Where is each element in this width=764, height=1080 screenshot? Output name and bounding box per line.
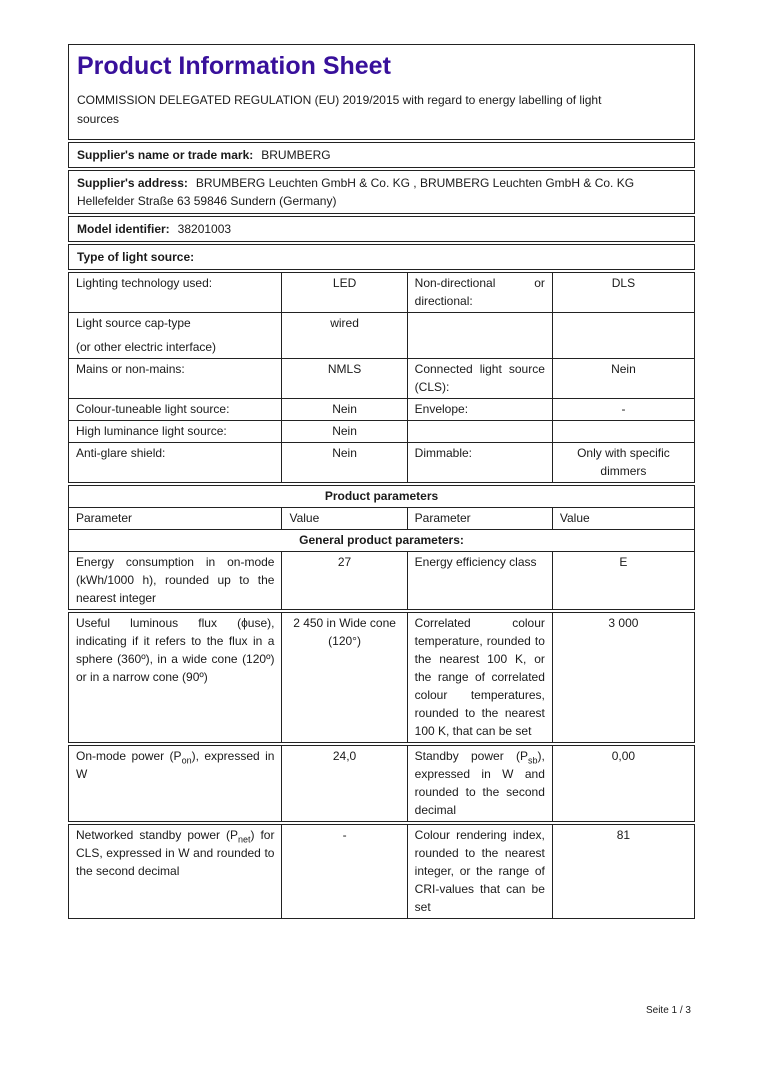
table-row bbox=[69, 443, 695, 483]
value-cell: Nein bbox=[282, 399, 407, 421]
value-cell: 24,0 bbox=[282, 746, 407, 822]
table-row bbox=[69, 313, 695, 359]
param-cell: High luminance light source: bbox=[69, 421, 282, 443]
section-header-row bbox=[69, 486, 695, 508]
subscript-sb: sb bbox=[528, 755, 538, 766]
footer-page-number: Seite 1 / 3 bbox=[645, 1005, 691, 1016]
table-row bbox=[69, 613, 695, 743]
supplier-address-value: BRUMBERG Leuchten GmbH & Co. KG , BRUMBERG Leuchten GmbH & Co. KG Hellefelder Straße 63 59846 Sundern (Germany) bbox=[77, 176, 635, 208]
param-cell bbox=[69, 825, 282, 919]
param-cell bbox=[69, 313, 282, 359]
subscript-on: on bbox=[181, 755, 192, 766]
supplier-name-row bbox=[68, 142, 695, 168]
param-text: Standby power (P bbox=[414, 749, 529, 763]
param-cell: Connected light source (CLS): bbox=[407, 359, 552, 399]
section-header: Product parameters bbox=[69, 486, 695, 508]
column-header: Value bbox=[282, 508, 407, 530]
table-row bbox=[69, 746, 695, 822]
param-cell: Dimmable: bbox=[407, 443, 552, 483]
type-of-light-source-row bbox=[68, 244, 695, 270]
param-cell bbox=[69, 746, 282, 822]
value-cell: LED bbox=[282, 273, 407, 313]
value-cell: 27 bbox=[282, 552, 407, 610]
table-row bbox=[69, 421, 695, 443]
param-cell: Envelope: bbox=[407, 399, 552, 421]
supplier-name-value: BRUMBERG bbox=[261, 148, 331, 162]
param-cell bbox=[407, 421, 552, 443]
table-row bbox=[69, 273, 695, 313]
product-parameters-row-table bbox=[68, 824, 695, 919]
param-text: ), expressed in W bbox=[76, 749, 275, 781]
column-header: Parameter bbox=[407, 508, 552, 530]
value-cell: NMLS bbox=[282, 359, 407, 399]
param-cell bbox=[407, 313, 552, 359]
type-of-light-source-label: Type of light source: bbox=[77, 250, 195, 264]
param-text: On-mode power (P bbox=[76, 749, 182, 763]
value-cell: Nein bbox=[552, 359, 694, 399]
value-cell: Only with specific dimmers bbox=[552, 443, 694, 483]
supplier-name-label: Supplier's name or trade mark: bbox=[77, 148, 254, 162]
value-cell: - bbox=[282, 825, 407, 919]
param-cell: Useful luminous flux (ϕuse), indicating if it refers to the flux in a sphere (360º), in a wide cone (120º) or in a narrow cone (90º) bbox=[69, 613, 282, 743]
cap-type-line1: Light source cap-type bbox=[76, 316, 191, 330]
column-header: Value bbox=[552, 508, 694, 530]
param-cell: Anti-glare shield: bbox=[69, 443, 282, 483]
param-text: ) for CLS, expressed in W and rounded to the second decimal bbox=[76, 828, 275, 878]
product-parameters-row-table bbox=[68, 612, 695, 743]
param-cell bbox=[407, 746, 552, 822]
value-cell: Nein bbox=[282, 421, 407, 443]
group-header: General product parameters: bbox=[69, 530, 695, 552]
table-row bbox=[69, 399, 695, 421]
param-cell: Energy consumption in on-mode (kWh/1000 h), rounded up to the nearest integer bbox=[69, 552, 282, 610]
product-parameters-table bbox=[68, 485, 695, 610]
value-cell: 81 bbox=[552, 825, 694, 919]
param-text: Networked standby power (P bbox=[76, 828, 238, 842]
value-cell: DLS bbox=[552, 273, 694, 313]
value-cell: 2 450 in Wide cone (120°) bbox=[282, 613, 407, 743]
type-table bbox=[68, 272, 695, 483]
product-parameters-row-table bbox=[68, 745, 695, 822]
param-text: ), expressed in W and rounded to the second decimal bbox=[414, 749, 545, 817]
value-cell: 0,00 bbox=[552, 746, 694, 822]
supplier-address-row bbox=[68, 170, 695, 214]
value-cell: - bbox=[552, 399, 694, 421]
model-identifier-row bbox=[68, 216, 695, 242]
table-row bbox=[69, 825, 695, 919]
value-cell: E bbox=[552, 552, 694, 610]
title-block bbox=[68, 44, 695, 140]
param-cell: Lighting technology used: bbox=[69, 273, 282, 313]
table-row bbox=[69, 552, 695, 610]
page-subtitle: COMMISSION DELEGATED REGULATION (EU) 2019/2015 with regard to energy labelling of light sources bbox=[77, 93, 602, 126]
param-cell: Non-directional or directional: bbox=[407, 273, 552, 313]
model-identifier-value: 38201003 bbox=[177, 222, 232, 236]
value-cell: Nein bbox=[282, 443, 407, 483]
group-header-row bbox=[69, 530, 695, 552]
value-cell: wired bbox=[282, 313, 407, 359]
param-cell: Energy efficiency class bbox=[407, 552, 552, 610]
subscript-net: net bbox=[237, 834, 251, 845]
supplier-address-label: Supplier's address: bbox=[77, 176, 188, 190]
value-cell: 3 000 bbox=[552, 613, 694, 743]
param-cell: Colour-tuneable light source: bbox=[69, 399, 282, 421]
table-row bbox=[69, 359, 695, 399]
cap-type-line2: (or other electric interface) bbox=[76, 340, 217, 354]
column-header-row bbox=[69, 508, 695, 530]
page-title: Product Information Sheet bbox=[77, 52, 391, 80]
value-cell bbox=[552, 421, 694, 443]
document-content bbox=[68, 44, 695, 921]
model-identifier-label: Model identifier: bbox=[77, 222, 170, 236]
param-cell: Colour rendering index, rounded to the nearest integer, or the range of CRI-values that can be set bbox=[407, 825, 552, 919]
param-cell: Correlated colour temperature, rounded to the nearest 100 K, or the range of correlated colour temperatures, rounded to the nearest 100 K, that can be set bbox=[407, 613, 552, 743]
param-cell: Mains or non-mains: bbox=[69, 359, 282, 399]
value-cell bbox=[552, 313, 694, 359]
column-header: Parameter bbox=[69, 508, 282, 530]
